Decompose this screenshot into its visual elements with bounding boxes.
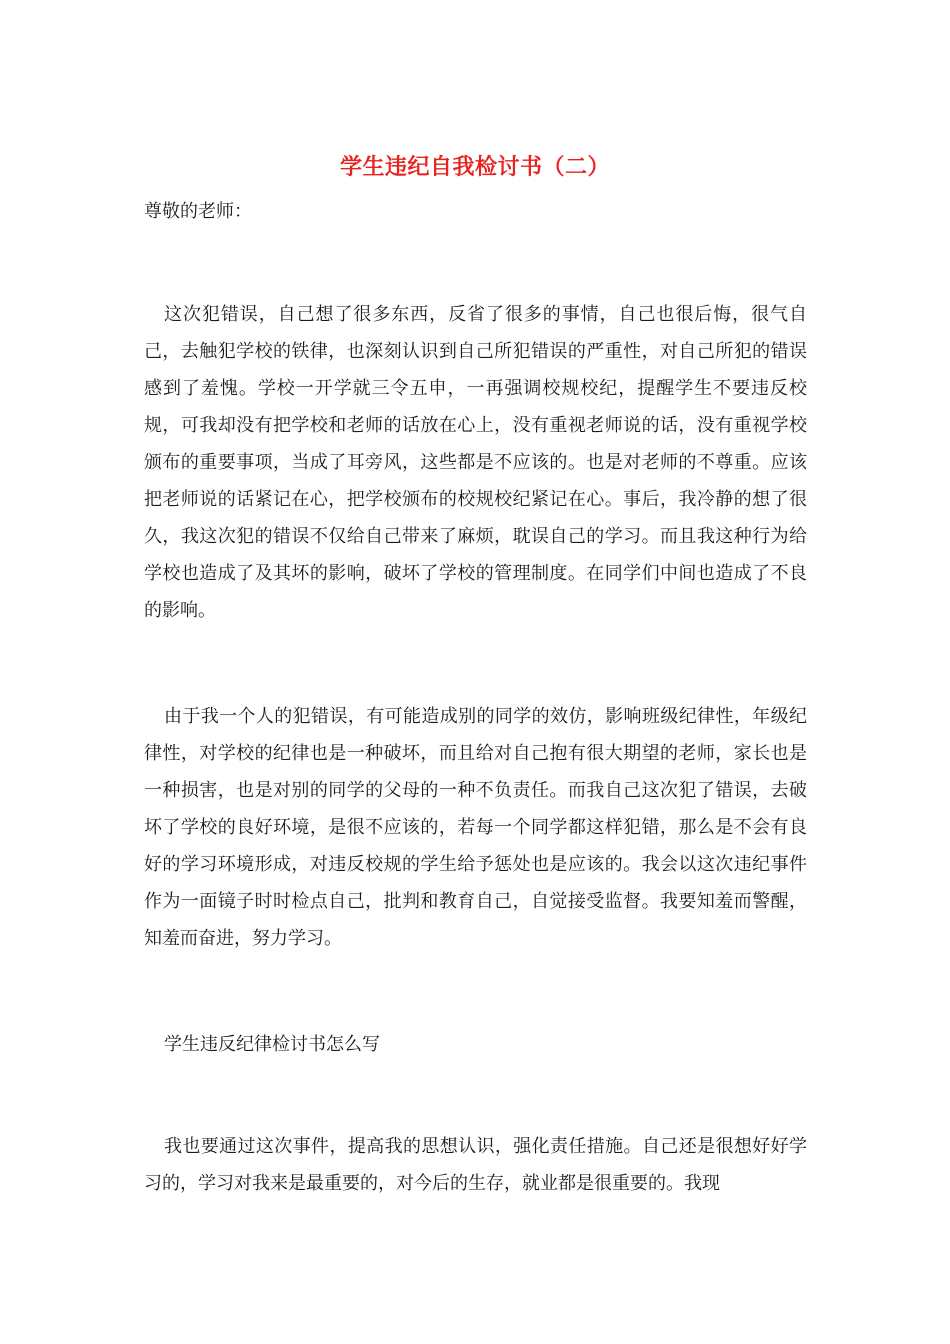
paragraph-3: 我也要通过这次事件，提高我的思想认识，强化责任措施。自己还是很想好好学习的，学习对我来是最重要的，对今后的生存，就业都是很重要的。我现	[144, 1136, 807, 1194]
salutation: 尊敬的老师：	[144, 201, 252, 222]
paragraph-2: 由于我一个人的犯错误，有可能造成别的同学的效仿，影响班级纪律性，年级纪律性，对学校的纪律也是一种破坏，而且给对自己抱有很大期望的老师，家长也是一种损害，也是对别的同学的父母的一种不负责任。而我自己这次犯了错误，去破坏了学校的良好环境，是很不应该的，若每一个同学都这样犯错，那么是不会有良好的学习环境形成，对违反校规的学生给予惩处也是应该的。我会以这次违纪事件作为一面镜子时时检点自己，批判和教育自己，自觉接受监督。我要知羞而警醒，知羞而奋进，努力学习。	[144, 706, 807, 949]
paragraph-subheading: 学生违反纪律检讨书怎么写	[164, 1034, 380, 1055]
paragraph-1: 这次犯错误，自己想了很多东西，反省了很多的事情，自己也很后悔，很气自己，去触犯学校的铁律，也深刻认识到自己所犯错误的严重性，对自己所犯的错误感到了羞愧。学校一开学就三令五申，一再强调校规校纪，提醒学生不要违反校规，可我却没有把学校和老师的话放在心上，没有重视老师说的话，没有重视学校颁布的重要事项，当成了耳旁风，这些都是不应该的。也是对老师的不尊重。应该把老师说的话紧记在心，把学校颁布的校规校纪紧记在心。事后，我冷静的想了很久，我这次犯的错误不仅给自己带来了麻烦，耽误自己的学习。而且我这种行为给学校也造成了及其坏的影响，破坏了学校的管理制度。在同学们中间也造成了不良的影响。	[144, 304, 807, 621]
document-title: 学生违纪自我检讨书（二）	[339, 154, 610, 180]
